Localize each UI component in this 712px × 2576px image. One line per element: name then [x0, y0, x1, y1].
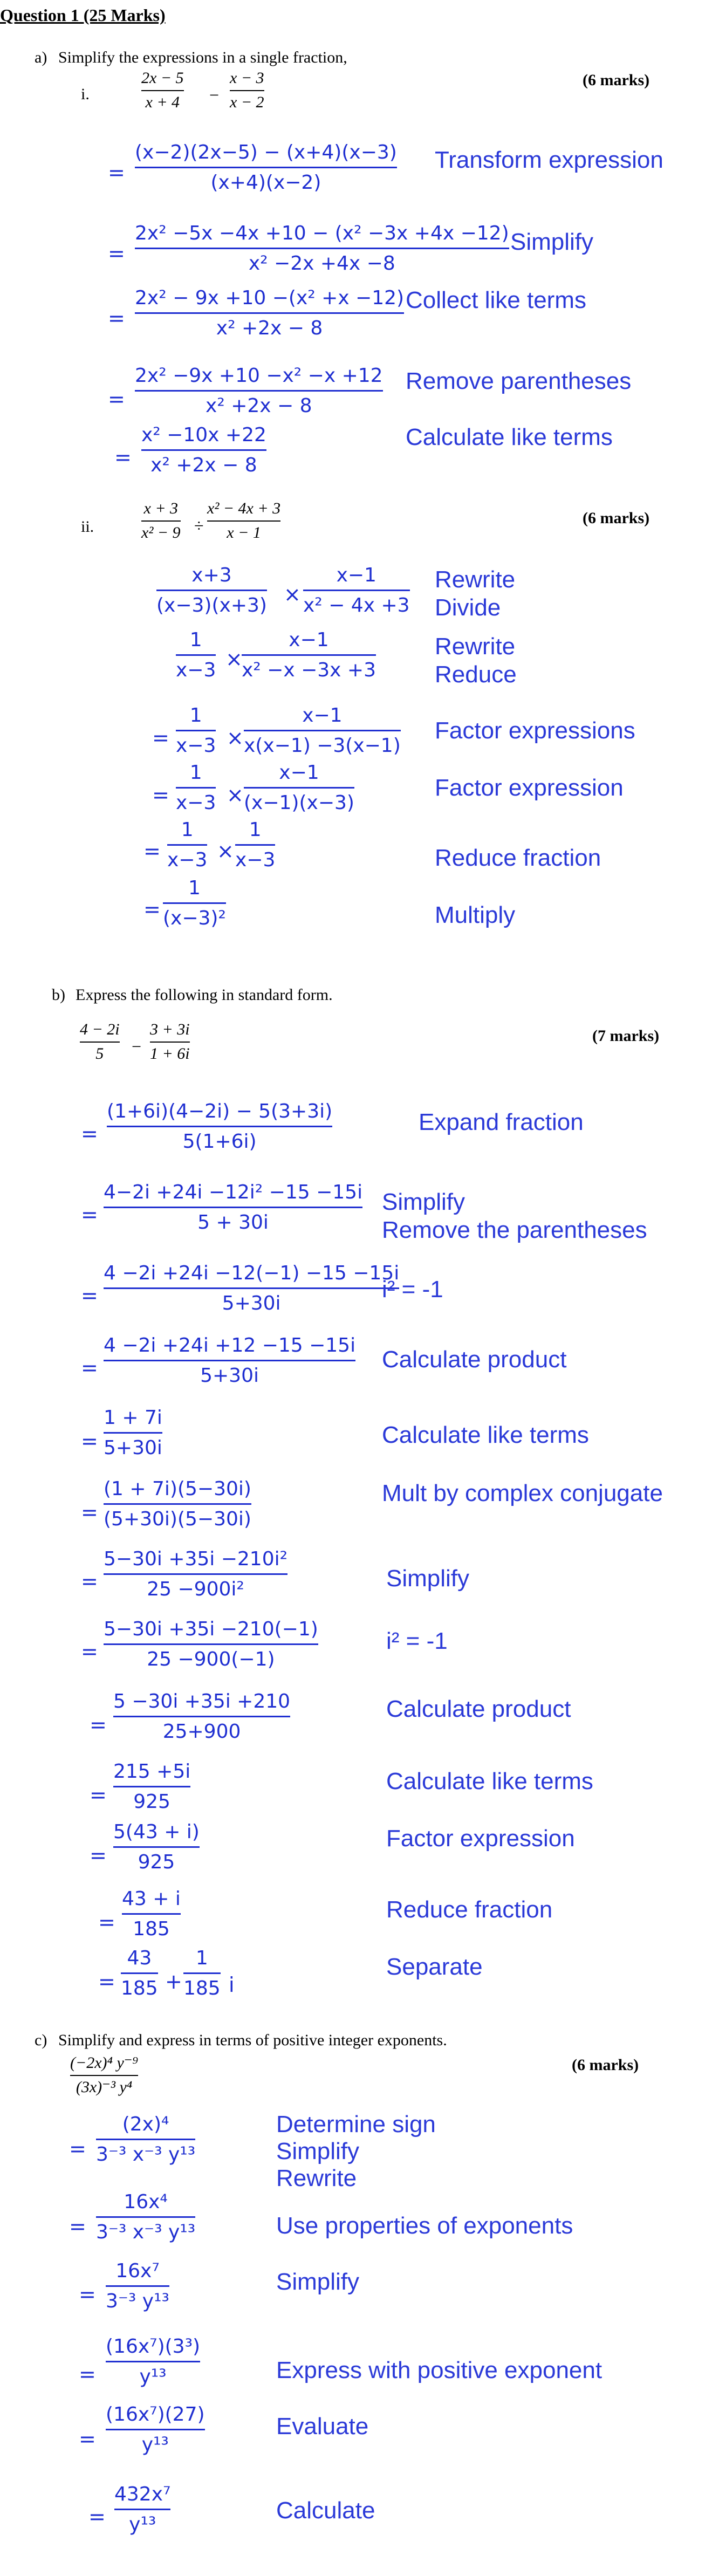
c-step6-note: Calculate [276, 2497, 375, 2524]
eq-sign: = [152, 783, 169, 807]
c-step1-frac: (2x)⁴ 3⁻³ x⁻³ y¹³ [96, 2113, 196, 2166]
eq-sign: = [69, 2137, 86, 2161]
c-step3-note: Simplify [276, 2269, 360, 2295]
c-step1-note3: Rewrite [276, 2165, 357, 2191]
b-step3-note: i² = -1 [382, 1276, 443, 1303]
a-ii-step2-frac2: x−1 x² −x −3x +3 [242, 629, 376, 682]
a-ii-step4-frac1: 1 x−3 [176, 762, 216, 814]
eq-sign: = [152, 726, 169, 750]
b-step12-note: Reduce fraction [386, 1896, 553, 1923]
times-sign: × [284, 583, 301, 606]
a-ii-step5-frac1: 1 x−3 [167, 819, 208, 872]
b-problem-frac2: 3 + 3i 1 + 6i [150, 1020, 190, 1063]
b-step9-frac: 5 −30i +35i +210 25+900 [113, 1690, 291, 1743]
c-step1-note2: Simplify [276, 2138, 360, 2164]
eq-sign: = [98, 1970, 115, 1993]
eq-sign: = [88, 2505, 106, 2529]
imaginary-unit: i [229, 1973, 235, 1997]
b-step11-frac: 5(43 + i) 925 [113, 1821, 200, 1874]
eq-sign: = [79, 2283, 96, 2306]
times-sign: × [227, 783, 244, 807]
eq-sign: = [81, 1640, 98, 1663]
a-i-step2-note: Simplify [510, 229, 594, 255]
b-step13-frac2: 1 185 [183, 1947, 221, 2000]
a-ii-problem-op: ÷ [194, 516, 204, 535]
part-a-label: a) [35, 49, 47, 66]
a-i-step4-frac: 2x² −9x +10 −x² −x +12 x² +2x − 8 [135, 365, 383, 417]
eq-sign: = [108, 242, 125, 265]
b-step12-frac: 43 + i 185 [122, 1888, 181, 1941]
a-i-step1-note: Transform expression [435, 147, 663, 173]
b-step13-note: Separate [386, 1954, 483, 1980]
part-c-marks: (6 marks) [572, 2056, 639, 2074]
c-problem-frac: (−2x)⁴ y⁻⁹ (3x)⁻³ y⁴ [70, 2054, 139, 2096]
a-ii-step2-note: Rewrite [435, 633, 516, 660]
b-step9-note: Calculate product [386, 1696, 571, 1722]
b-step1-note: Expand fraction [419, 1109, 584, 1135]
c-step6-frac: 432x⁷ y¹³ [114, 2483, 171, 2536]
eq-sign: = [114, 446, 132, 469]
a-ii-step3-frac1: 1 x−3 [176, 704, 216, 757]
times-sign: × [217, 839, 234, 863]
b-step1-frac: (1+6i)(4−2i) − 5(3+3i) 5(1+6i) [107, 1100, 333, 1153]
part-c-label: c) [35, 2031, 47, 2049]
a-ii-step2-note2: Reduce [435, 661, 517, 688]
a-i-step1-frac: (x−2)(2x−5) − (x+4)(x−3) (x+4)(x−2) [135, 141, 397, 194]
b-step4-note: Calculate product [382, 1346, 567, 1373]
b-step10-frac: 215 +5i 925 [113, 1760, 191, 1813]
c-step2-note: Use properties of exponents [276, 2212, 573, 2239]
eq-sign: = [143, 839, 161, 863]
eq-sign: = [81, 1203, 98, 1227]
a-ii-step2-frac1: 1 x−3 [176, 629, 216, 682]
a-ii-step4-frac2: x−1 (x−1)(x−3) [244, 762, 354, 814]
b-problem-frac1: 4 − 2i 5 [80, 1020, 120, 1063]
b-step3-frac: 4 −2i +24i −12(−1) −15 −15i 5+30i [104, 1262, 400, 1315]
eq-sign: = [108, 161, 125, 184]
eq-sign: = [143, 898, 161, 921]
a-ii-step5-frac2: 1 x−3 [235, 819, 276, 872]
part-a-ii-marks: (6 marks) [583, 509, 650, 527]
b-step2-frac: 4−2i +24i −12i² −15 −15i 5 + 30i [104, 1181, 363, 1234]
part-a-prompt: Simplify the expressions in a single fraction, [58, 49, 347, 66]
part-b-prompt: Express the following in standard form. [76, 986, 333, 1004]
eq-sign: = [79, 2362, 96, 2386]
b-step5-note: Calculate like terms [382, 1422, 589, 1448]
a-ii-step6-note: Multiply [435, 902, 516, 928]
b-step6-frac: (1 + 7i)(5−30i) (5+30i)(5−30i) [104, 1478, 251, 1531]
a-ii-step1-note2: Divide [435, 594, 501, 621]
c-step2-frac: 16x⁴ 3⁻³ x⁻³ y¹³ [96, 2191, 196, 2244]
eq-sign: = [90, 1783, 107, 1807]
plus-sign: + [165, 1970, 182, 1993]
b-step5-frac: 1 + 7i 5+30i [104, 1407, 162, 1460]
eq-sign: = [81, 1570, 98, 1593]
a-i-problem-frac1: 2x − 5 x + 4 [141, 69, 184, 111]
part-b-label: b) [52, 986, 65, 1004]
eq-sign: = [81, 1501, 98, 1524]
eq-sign: = [90, 1713, 107, 1737]
eq-sign: = [98, 1910, 115, 1934]
b-step4-frac: 4 −2i +24i +12 −15 −15i 5+30i [104, 1334, 356, 1387]
c-step5-frac: (16x⁷)(27) y¹³ [106, 2403, 205, 2456]
part-b-marks: (7 marks) [592, 1027, 660, 1045]
c-step1-note: Determine sign [276, 2111, 436, 2137]
a-ii-step1-frac1: x+3 (x−3)(x+3) [156, 564, 267, 617]
c-step5-note: Evaluate [276, 2413, 369, 2440]
b-step2-note2: Remove the parentheses [382, 1217, 647, 1243]
a-ii-step4-note: Factor expression [435, 775, 624, 801]
a-ii-step5-note: Reduce fraction [435, 845, 601, 871]
a-ii-step1-frac2: x−1 x² − 4x +3 [303, 564, 410, 617]
c-step3-frac: 16x⁷ 3⁻³ y¹³ [106, 2260, 169, 2313]
a-ii-problem-frac1: x + 3 x² − 9 [141, 499, 181, 542]
a-i-step3-note: Collect like terms [406, 287, 586, 313]
eq-sign: = [79, 2427, 96, 2451]
part-a-i-marks: (6 marks) [583, 71, 650, 89]
eq-sign: = [90, 1844, 107, 1867]
a-i-step4-note: Remove parentheses [406, 368, 632, 394]
b-step7-frac: 5−30i +35i −210i² 25 −900i² [104, 1548, 288, 1601]
a-i-step5-note: Calculate like terms [406, 424, 613, 450]
part-a-ii-label: ii. [81, 518, 94, 536]
b-step8-frac: 5−30i +35i −210(−1) 25 −900(−1) [104, 1618, 318, 1671]
b-step2-note: Simplify [382, 1189, 465, 1215]
a-i-step2-frac: 2x² −5x −4x +10 − (x² −3x +4x −12) x² −2x +4x −8 [135, 222, 509, 275]
b-problem-op: − [132, 1037, 142, 1056]
question-title: Question 1 (25 Marks) [0, 5, 166, 25]
b-step11-note: Factor expression [386, 1825, 575, 1852]
times-sign: × [227, 726, 244, 750]
a-ii-step6-frac: 1 (x−3)² [163, 877, 226, 930]
eq-sign: = [81, 1429, 98, 1453]
part-a-i-label: i. [81, 85, 90, 103]
b-step7-note: Simplify [386, 1565, 470, 1592]
part-c-prompt: Simplify and express in terms of positive integer exponents. [58, 2031, 447, 2049]
a-ii-step3-frac2: x−1 x(x−1) −3(x−1) [244, 704, 401, 757]
c-step4-frac: (16x⁷)(3³) y¹³ [106, 2335, 201, 2388]
a-i-problem-op: − [209, 85, 220, 105]
eq-sign: = [81, 1284, 98, 1307]
a-i-problem-frac2: x − 3 x − 2 [230, 69, 264, 111]
c-step4-note: Express with positive exponent [276, 2357, 603, 2383]
b-step6-note: Mult by complex conjugate [382, 1480, 663, 1506]
a-ii-step1-note: Rewrite [435, 566, 516, 593]
eq-sign: = [69, 2215, 86, 2238]
b-step8-note: i² = -1 [386, 1628, 448, 1654]
times-sign: × [225, 647, 243, 671]
a-i-step5-frac: x² −10x +22 x² +2x − 8 [141, 424, 266, 477]
eq-sign: = [81, 1122, 98, 1146]
a-i-step3-frac: 2x² − 9x +10 −(x² +x −12) x² +2x − 8 [135, 287, 405, 340]
a-ii-step3-note: Factor expressions [435, 717, 635, 744]
a-ii-problem-frac2: x² − 4x + 3 x − 1 [207, 499, 281, 542]
eq-sign: = [108, 387, 125, 411]
b-step10-note: Calculate like terms [386, 1768, 593, 1794]
eq-sign: = [81, 1356, 98, 1380]
b-step13-frac1: 43 185 [121, 1947, 158, 2000]
eq-sign: = [108, 306, 125, 330]
